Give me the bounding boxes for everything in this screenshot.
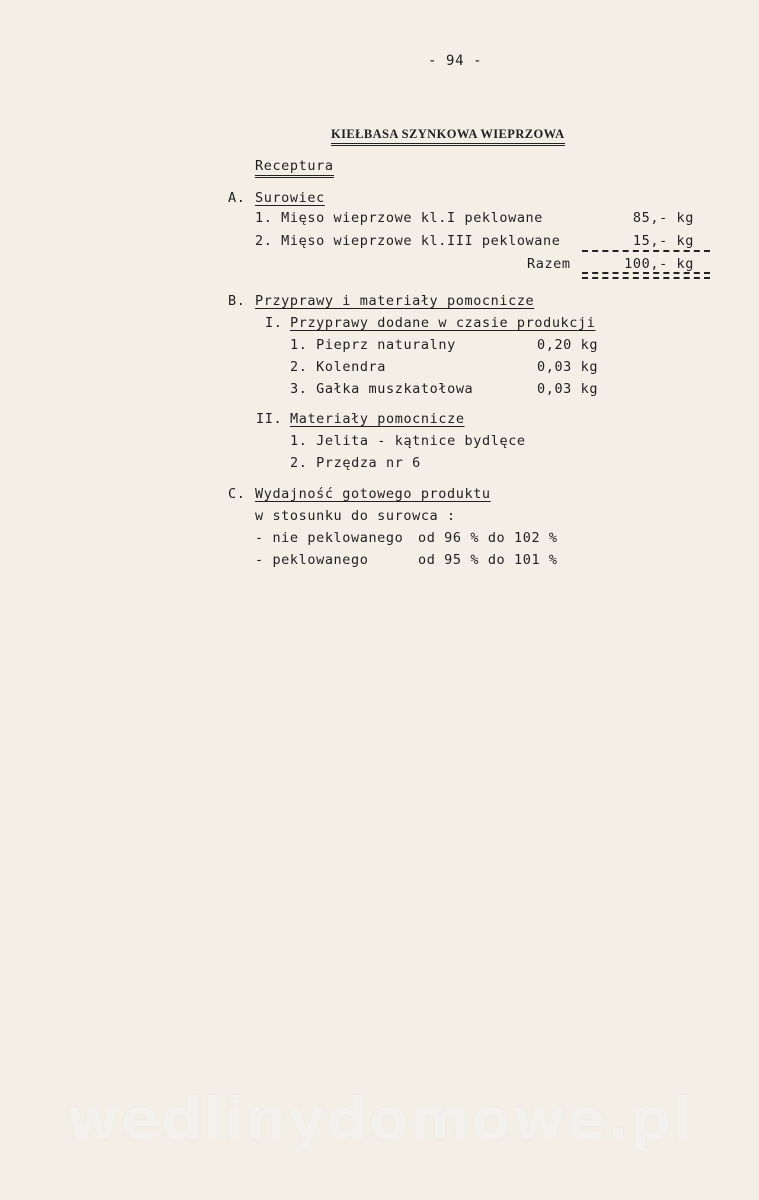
section-a-item: 1. Mięso wieprzowe kl.I peklowane <box>255 210 544 226</box>
section-a-item-amount: 15,- kg <box>632 233 694 249</box>
section-c-label: C. <box>228 486 246 502</box>
total-double-divider <box>582 272 710 279</box>
section-a-item: 2. Mięso wieprzowe kl.III peklowane <box>255 233 561 249</box>
section-c-intro: w stosunku do surowca : <box>255 508 456 524</box>
spice-item-amount: 0,03 kg <box>537 381 599 397</box>
subtotal-divider <box>582 250 710 252</box>
section-b-sub-ii-heading: Materiały pomocnicze <box>290 411 465 427</box>
auxiliary-item: 1. Jelita - kątnice bydlęce <box>290 433 526 449</box>
document-title: KIEŁBASA SZYNKOWA WIEPRZOWA <box>331 125 565 146</box>
auxiliary-item: 2. Przędza nr 6 <box>290 455 421 471</box>
section-c-heading: Wydajność gotowego produktu <box>255 486 491 502</box>
section-b-sub-ii-label: II. <box>256 411 283 427</box>
section-b-sub-i-heading: Przyprawy dodane w czasie produkcji <box>290 315 596 331</box>
yield-line-range: od 96 % do 102 % <box>418 530 558 546</box>
spice-item: 3. Gałka muszkatołowa <box>290 381 474 397</box>
page-number: - 94 - <box>428 53 483 69</box>
total-amount: 100,- kg <box>624 256 694 272</box>
yield-line-range: od 95 % do 101 % <box>418 552 558 568</box>
spice-item-amount: 0,20 kg <box>537 337 599 353</box>
section-a-heading: Surowiec <box>255 190 325 206</box>
yield-line-label: - peklowanego <box>255 552 369 568</box>
receptura-heading: Receptura <box>255 157 334 178</box>
watermark: wedlinydomowe.pl <box>66 1085 694 1153</box>
section-b-label: B. <box>228 293 246 309</box>
spice-item: 2. Kolendra <box>290 359 387 375</box>
section-a-label: A. <box>228 190 246 206</box>
spice-item-amount: 0,03 kg <box>537 359 599 375</box>
total-label: Razem <box>527 256 571 272</box>
yield-line-label: - nie peklowanego <box>255 530 404 546</box>
spice-item: 1. Pieprz naturalny <box>290 337 456 353</box>
section-b-heading: Przyprawy i materiały pomocnicze <box>255 293 535 309</box>
section-b-sub-i-label: I. <box>265 315 283 331</box>
section-a-item-amount: 85,- kg <box>632 210 694 226</box>
